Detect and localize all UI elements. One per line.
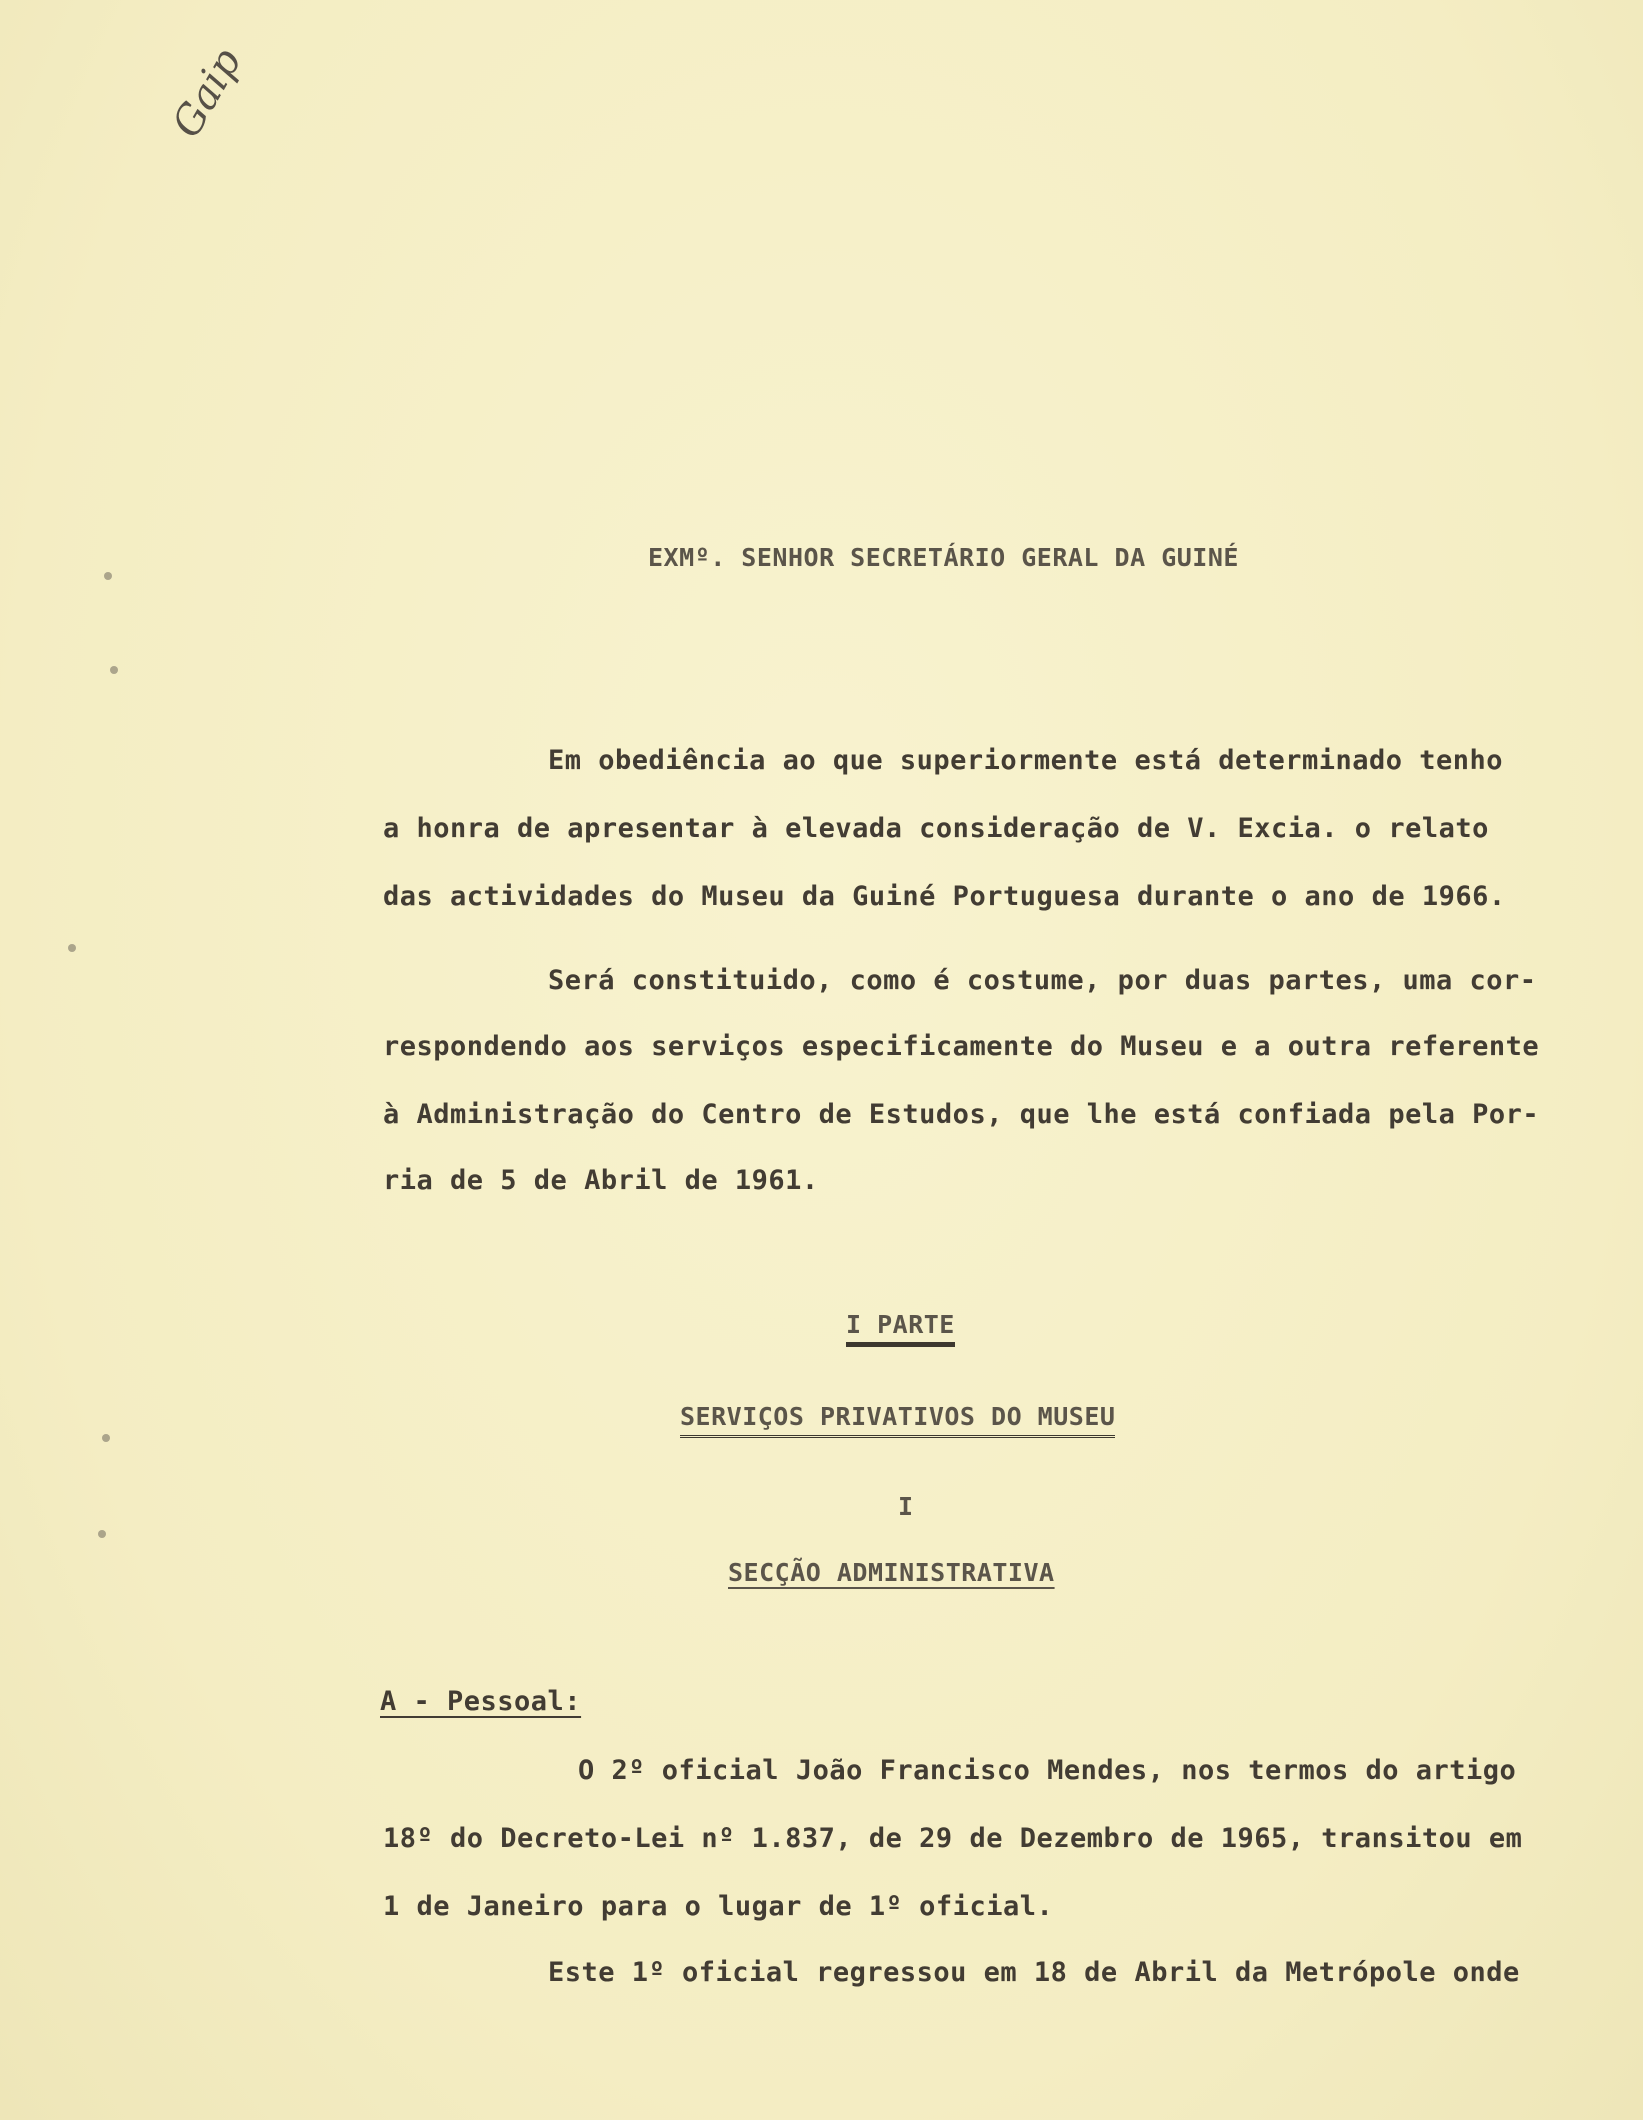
paragraph-line: Este 1º oficial regressou em 18 de Abril da Metrópole onde	[548, 1957, 1520, 1988]
item-heading: A - Pessoal:	[380, 1686, 582, 1717]
margin-speck	[102, 1434, 110, 1442]
paragraph-line: 18º do Decreto-Lei nº 1.837, de 29 de Dezembro de 1965, transitou em	[383, 1823, 1523, 1854]
margin-speck	[104, 572, 112, 580]
paragraph-line: O 2º oficial João Francisco Mendes, nos termos do artigo	[578, 1755, 1517, 1786]
paragraph-line: 1 de Janeiro para o lugar de 1º oficial.	[383, 1891, 1054, 1922]
section-heading: SERVIÇOS PRIVATIVOS DO MUSEU	[680, 1402, 1115, 1438]
paragraph-line: das actividades do Museu da Guiné Portuguesa durante o ano de 1966.	[383, 881, 1506, 912]
addressee-heading: EXMº. SENHOR SECRETÁRIO GERAL DA GUINÉ	[648, 543, 1239, 572]
paragraph-line: Em obediência ao que superiormente está determinado tenho	[548, 745, 1504, 776]
paragraph-line: à Administração do Centro de Estudos, que lhe está confiada pela Por-	[383, 1099, 1540, 1130]
paragraph-line: respondendo aos serviços especificamente do Museu e a outra referente	[383, 1031, 1540, 1062]
margin-speck	[110, 666, 118, 674]
margin-speck	[98, 1530, 106, 1538]
roman-numeral-heading: I	[898, 1492, 914, 1521]
subsection-heading: SECÇÃO ADMINISTRATIVA	[728, 1558, 1055, 1587]
paragraph-line: ria de 5 de Abril de 1961.	[383, 1165, 819, 1196]
handwritten-annotation: Gaip	[163, 40, 251, 146]
part-heading: I PARTE	[846, 1310, 955, 1347]
margin-speck	[68, 944, 76, 952]
paragraph-line: a honra de apresentar à elevada consideração de V. Excia. o relato	[383, 813, 1489, 844]
paragraph-line: Será constituido, como é costume, por duas partes, uma cor-	[548, 965, 1537, 996]
